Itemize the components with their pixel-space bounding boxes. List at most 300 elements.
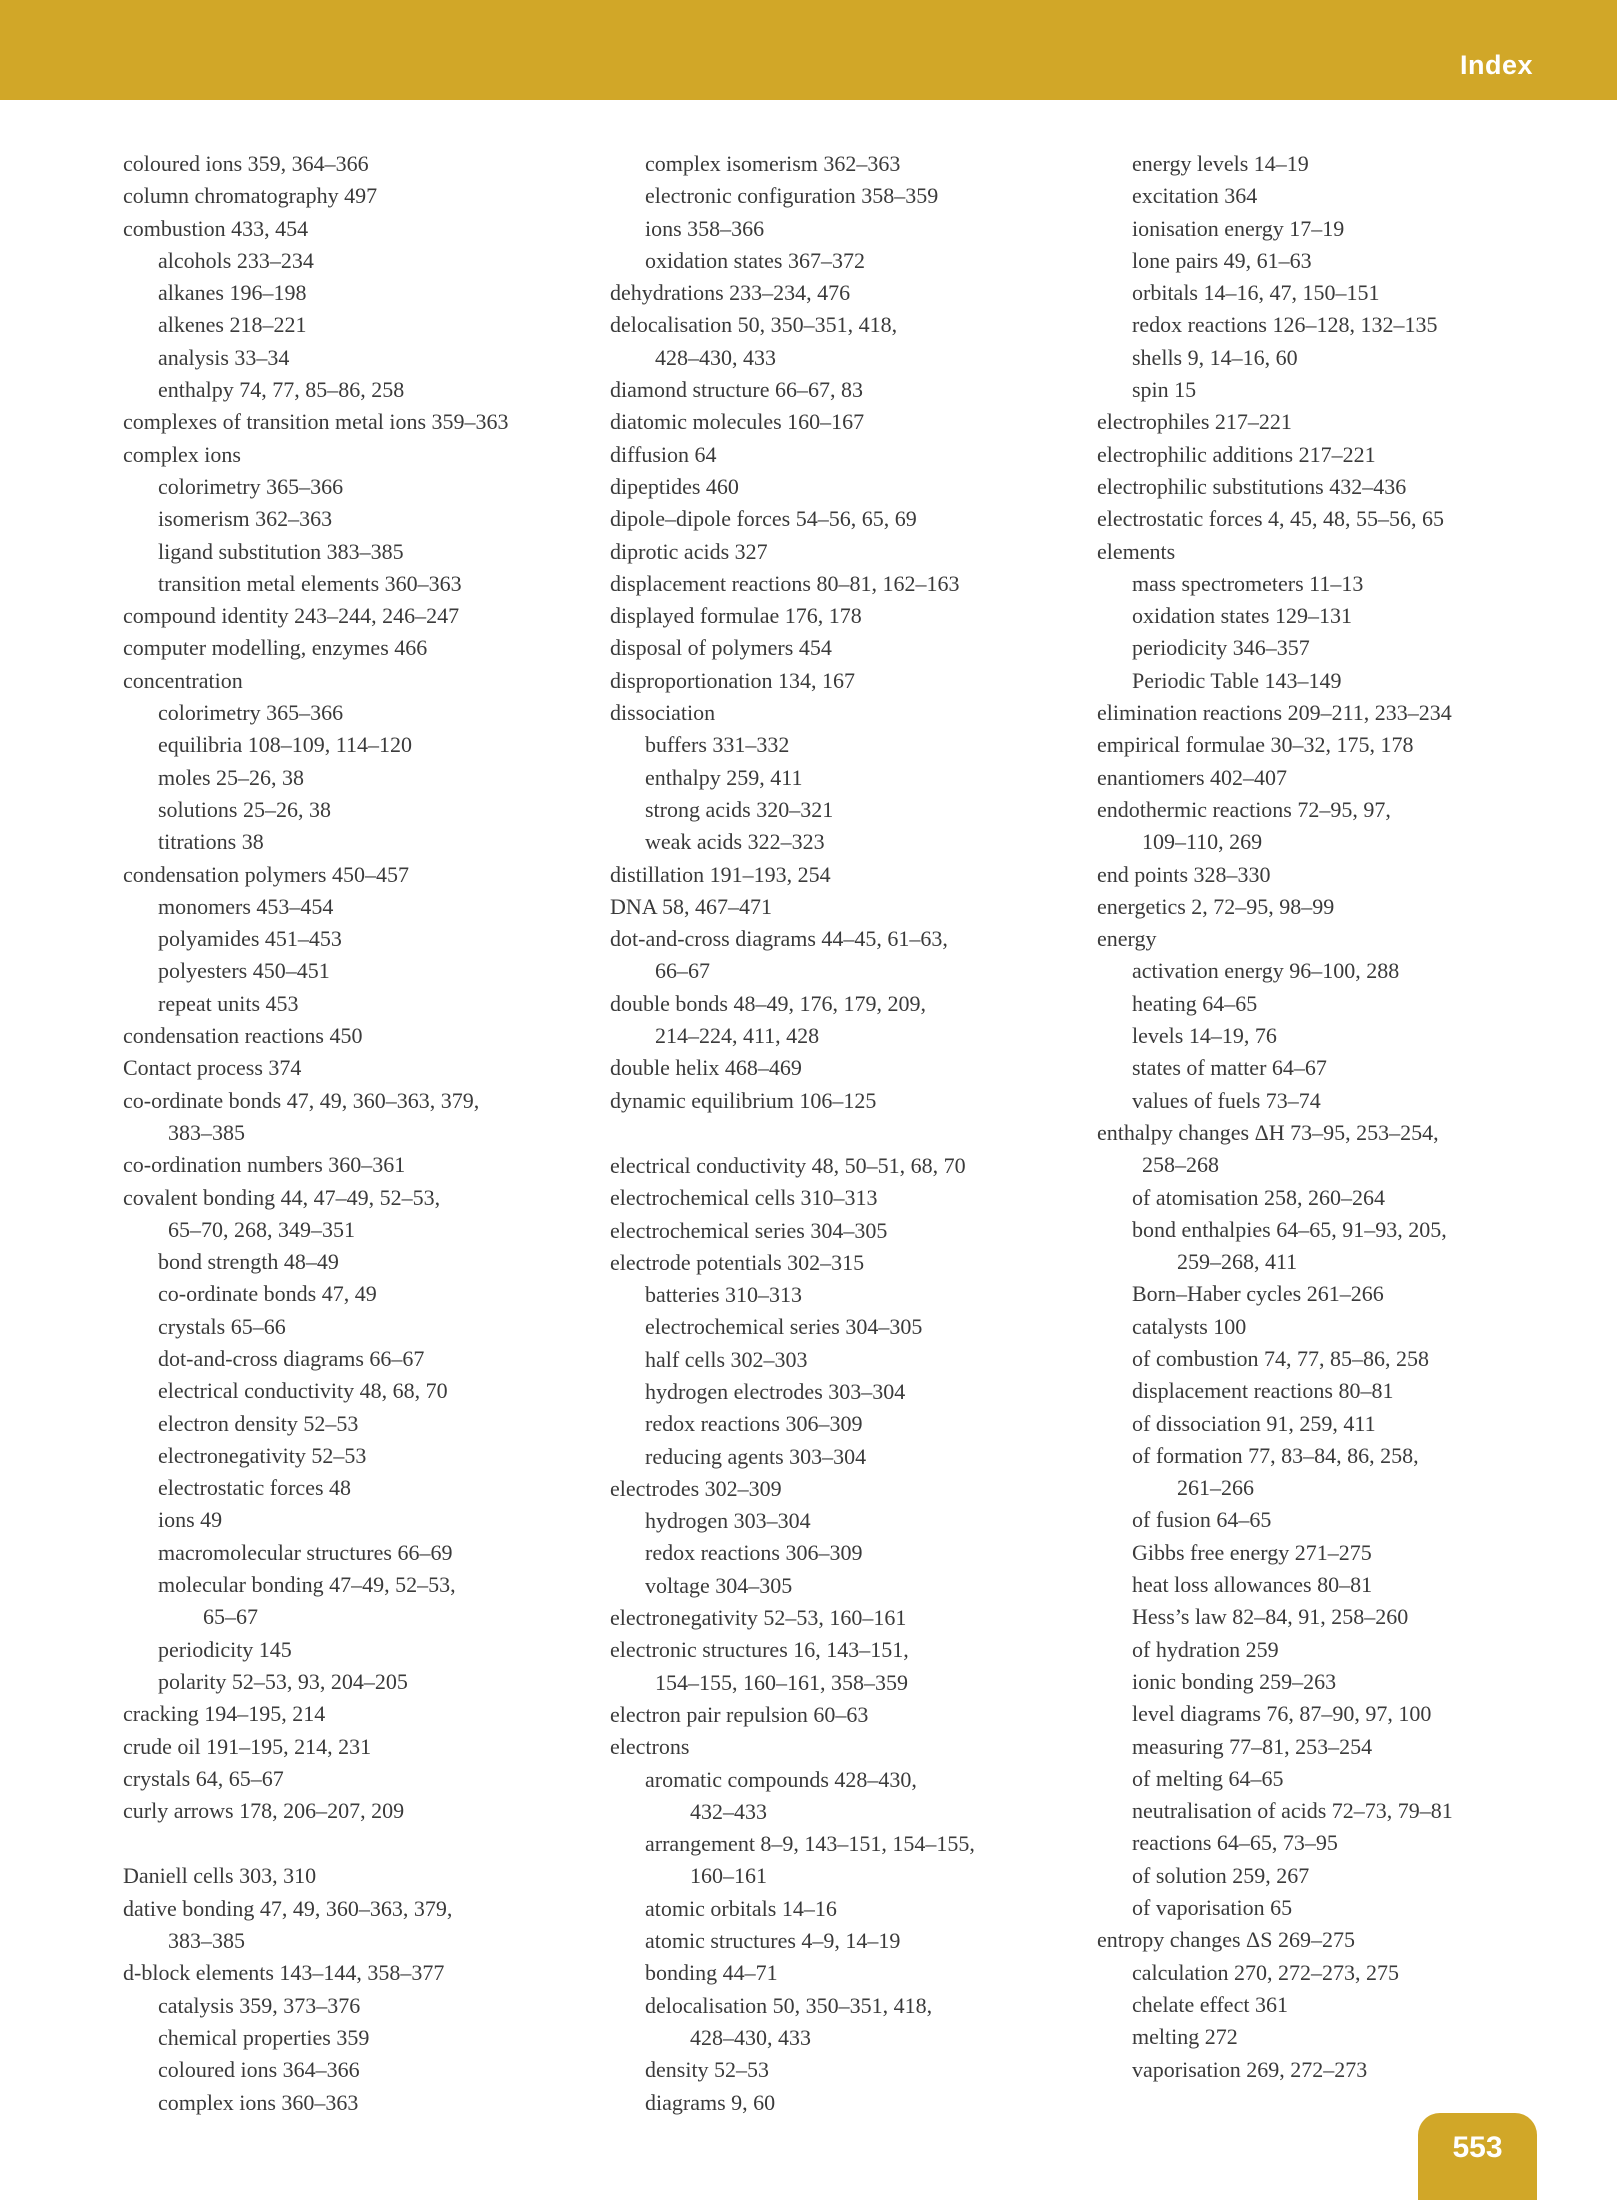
index-entry-text: of vaporisation 65	[1132, 1895, 1293, 1921]
index-entry-text: strong acids 320–321	[645, 796, 834, 822]
index-entry-continuation: 66–67	[655, 958, 710, 984]
index-subentry	[123, 2087, 593, 2119]
index-subentry	[123, 1311, 593, 1343]
index-entry-text: enthalpy changes ΔH 73–95, 253–254,	[1097, 1119, 1439, 1145]
index-subentry	[1097, 1795, 1577, 1827]
index-subentry	[1097, 213, 1577, 245]
index-entry-text: activation energy 96–100, 288	[1132, 958, 1400, 984]
index-subentry	[123, 568, 593, 600]
index-subentry	[1097, 955, 1577, 987]
index-subentry	[123, 245, 593, 277]
index-subentry	[123, 988, 593, 1020]
index-entry-text: dot-and-cross diagrams 44–45, 61–63,	[610, 926, 948, 952]
index-entry-text: mass spectrometers 11–13	[1132, 570, 1364, 596]
index-entry-text: electrodes 302–309	[610, 1475, 782, 1501]
index-entry	[123, 1085, 593, 1150]
index-subentry	[1097, 1731, 1577, 1763]
index-subentry	[123, 762, 593, 794]
index-entry-text: electrochemical series 304–305	[645, 1314, 923, 1340]
index-entry-text: orbitals 14–16, 47, 150–151	[1132, 280, 1380, 306]
index-entry-continuation: 109–110, 269	[1142, 829, 1263, 855]
index-entry-text: oxidation states 129–131	[1132, 603, 1352, 629]
index-entry-text: double bonds 48–49, 176, 179, 209,	[610, 990, 926, 1016]
index-subentry	[1097, 1052, 1577, 1084]
index-entry-text: diatomic molecules 160–167	[610, 409, 865, 435]
index-subentry	[123, 794, 593, 826]
index-entry	[1097, 859, 1577, 891]
index-column-3	[1097, 148, 1577, 2086]
index-subentry	[123, 923, 593, 955]
index-entry-text: endothermic reactions 72–95, 97,	[1097, 796, 1391, 822]
index-entry-text: arrangement 8–9, 143–151, 154–155,	[645, 1831, 975, 1857]
index-entry-text: condensation polymers 450–457	[123, 861, 409, 887]
index-entry-text: electrophilic additions 217–221	[1097, 441, 1376, 467]
index-entry-text: diffusion 64	[610, 441, 717, 467]
index-entry-text: chelate effect 361	[1132, 1991, 1288, 2017]
index-subentry	[610, 148, 1080, 180]
index-subentry	[123, 1343, 593, 1375]
index-entry	[610, 697, 1080, 729]
index-entry	[1097, 471, 1577, 503]
index-entry-text: delocalisation 50, 350–351, 418,	[610, 312, 898, 338]
index-entry-text: oxidation states 367–372	[645, 247, 865, 273]
index-entry-text: DNA 58, 467–471	[610, 893, 772, 919]
index-entry-text: vaporisation 269, 272–273	[1132, 2056, 1368, 2082]
index-subentry	[610, 213, 1080, 245]
index-subentry	[610, 1376, 1080, 1408]
index-entry-text: energy	[1097, 926, 1157, 952]
index-entry	[610, 1182, 1080, 1214]
index-entry-text: Periodic Table 143–149	[1132, 667, 1342, 693]
index-subentry	[610, 2054, 1080, 2086]
index-entry	[123, 1149, 593, 1181]
index-entry-text: redox reactions 126–128, 132–135	[1132, 312, 1438, 338]
index-subentry	[1097, 1989, 1577, 2021]
index-entry-text: atomic orbitals 14–16	[645, 1895, 837, 1921]
index-entry-continuation: 428–430, 433	[655, 344, 776, 370]
index-subentry	[123, 309, 593, 341]
index-entry	[610, 1699, 1080, 1731]
index-subentry	[1097, 632, 1577, 664]
index-entry	[610, 665, 1080, 697]
index-entry-text: combustion 433, 454	[123, 215, 309, 241]
index-entry-text: melting 272	[1132, 2024, 1238, 2050]
index-entry-text: atomic structures 4–9, 14–19	[645, 1928, 901, 1954]
index-subentry	[123, 1504, 593, 1536]
index-entry-text: dissociation	[610, 700, 716, 726]
index-entry-text: end points 328–330	[1097, 861, 1271, 887]
index-entry	[610, 1634, 1080, 1699]
index-subentry	[123, 891, 593, 923]
index-entry-text: complex ions 360–363	[158, 2089, 359, 2115]
index-subentry	[1097, 568, 1577, 600]
index-subentry	[123, 1440, 593, 1472]
index-entry-text: displacement reactions 80–81	[1132, 1378, 1394, 1404]
index-column-2	[610, 148, 1080, 2119]
index-entry-continuation: 383–385	[168, 1928, 245, 1954]
index-subentry	[1097, 1537, 1577, 1569]
index-entry	[123, 1957, 593, 1989]
index-entry-text: level diagrams 76, 87–90, 97, 100	[1132, 1701, 1432, 1727]
index-entry-text: chemical properties 359	[158, 2024, 370, 2050]
index-entry	[1097, 762, 1577, 794]
index-entry-text: electrons	[610, 1734, 690, 1760]
index-entry	[1097, 794, 1577, 859]
index-entry-text: empirical formulae 30–32, 175, 178	[1097, 732, 1414, 758]
index-entry-text: complex ions	[123, 441, 241, 467]
index-entry-text: condensation reactions 450	[123, 1023, 363, 1049]
index-entry-text: of fusion 64–65	[1132, 1507, 1272, 1533]
index-entry-text: crystals 64, 65–67	[123, 1765, 284, 1791]
index-subentry	[1097, 665, 1577, 697]
index-subentry	[123, 1375, 593, 1407]
index-entry-text: polyesters 450–451	[158, 958, 330, 984]
index-entry	[123, 1795, 593, 1827]
index-entry-text: alkanes 196–198	[158, 280, 307, 306]
index-entry-text: electrical conductivity 48, 68, 70	[158, 1378, 448, 1404]
index-entry-text: double helix 468–469	[610, 1055, 802, 1081]
index-entry	[1097, 697, 1577, 729]
index-entry	[610, 536, 1080, 568]
index-entry-text: diamond structure 66–67, 83	[610, 377, 863, 403]
index-subentry	[1097, 988, 1577, 1020]
index-subentry	[610, 245, 1080, 277]
index-subentry	[1097, 1827, 1577, 1859]
index-entry	[123, 1182, 593, 1247]
index-subentry	[1097, 1311, 1577, 1343]
index-entry	[123, 213, 593, 245]
index-entry-text: hydrogen 303–304	[645, 1508, 811, 1534]
index-subentry	[1097, 1182, 1577, 1214]
index-subentry	[610, 1537, 1080, 1569]
index-entry-text: energy levels 14–19	[1132, 151, 1309, 176]
index-entry-text: reactions 64–65, 73–95	[1132, 1830, 1338, 1856]
index-entry-text: diagrams 9, 60	[645, 2089, 776, 2115]
index-subentry	[123, 503, 593, 535]
index-subentry	[1097, 1666, 1577, 1698]
index-entry-text: equilibria 108–109, 114–120	[158, 732, 412, 758]
index-entry-text: of formation 77, 83–84, 86, 258,	[1132, 1442, 1419, 1468]
index-entry	[610, 406, 1080, 438]
index-subentry	[123, 697, 593, 729]
index-entry-continuation: 428–430, 433	[690, 2024, 811, 2050]
index-entry-text: lone pairs 49, 61–63	[1132, 247, 1312, 273]
index-entry-text: coloured ions 359, 364–366	[123, 151, 369, 176]
index-entry-text: transition metal elements 360–363	[158, 570, 462, 596]
index-subentry	[1097, 1504, 1577, 1536]
index-entry-text: moles 25–26, 38	[158, 764, 305, 790]
index-subentry	[1097, 180, 1577, 212]
index-entry-text: electrical conductivity 48, 50–51, 68, 70	[610, 1152, 966, 1178]
index-entry	[610, 503, 1080, 535]
index-entry	[610, 439, 1080, 471]
index-entry-text: Contact process 374	[123, 1055, 302, 1081]
index-entry-text: of combustion 74, 77, 85–86, 258	[1132, 1345, 1429, 1371]
index-subentry	[123, 826, 593, 858]
index-subentry	[123, 1666, 593, 1698]
index-entry-text: periodicity 346–357	[1132, 635, 1310, 661]
index-entry-text: covalent bonding 44, 47–49, 52–53,	[123, 1184, 441, 1210]
index-entry-text: catalysis 359, 373–376	[158, 1992, 361, 2018]
index-subentry	[1097, 374, 1577, 406]
index-entry-text: shells 9, 14–16, 60	[1132, 344, 1298, 370]
index-entry	[1097, 1117, 1577, 1182]
index-entry-text: electrophiles 217–221	[1097, 409, 1292, 435]
index-entry	[123, 859, 593, 891]
index-entry	[610, 1473, 1080, 1505]
index-entry-text: molecular bonding 47–49, 52–53,	[158, 1572, 456, 1598]
index-subentry	[1097, 1214, 1577, 1279]
index-entry-text: alcohols 233–234	[158, 247, 314, 273]
index-entry-text: dynamic equilibrium 106–125	[610, 1087, 877, 1113]
index-subentry	[1097, 1957, 1577, 1989]
index-entry-text: Gibbs free energy 271–275	[1132, 1539, 1372, 1565]
index-entry	[610, 1150, 1080, 1182]
index-entry-continuation: 214–224, 411, 428	[655, 1023, 820, 1049]
index-entry-text: bond strength 48–49	[158, 1249, 339, 1275]
index-entry	[610, 1215, 1080, 1247]
index-entry-text: dipeptides 460	[610, 473, 739, 499]
index-entry-text: half cells 302–303	[645, 1346, 808, 1372]
index-entry	[123, 148, 593, 180]
index-entry-text: electrostatic forces 4, 45, 48, 55–56, 65	[1097, 506, 1445, 532]
index-entry	[123, 1731, 593, 1763]
index-entry-text: spin 15	[1132, 377, 1197, 403]
index-entry-text: co-ordination numbers 360–361	[123, 1152, 406, 1178]
index-subentry	[610, 729, 1080, 761]
index-entry-text: coloured ions 364–366	[158, 2057, 360, 2083]
index-entry-text: redox reactions 306–309	[645, 1540, 863, 1566]
index-entry-continuation: 258–268	[1142, 1152, 1219, 1178]
index-entry-text: crude oil 191–195, 214, 231	[123, 1733, 372, 1759]
index-entry-continuation: 65–70, 268, 349–351	[168, 1216, 355, 1242]
index-subentry	[1097, 148, 1577, 180]
index-entry-continuation: 383–385	[168, 1119, 245, 1145]
index-entry	[1097, 729, 1577, 761]
index-subentry	[610, 794, 1080, 826]
index-entry	[123, 1860, 593, 1892]
index-entry	[610, 1085, 1080, 1117]
index-entry-text: column chromatography 497	[123, 183, 378, 209]
index-entry-text: co-ordinate bonds 47, 49, 360–363, 379,	[123, 1087, 480, 1113]
index-entry-text: heat loss allowances 80–81	[1132, 1572, 1373, 1598]
index-entry-text: of atomisation 258, 260–264	[1132, 1184, 1385, 1210]
index-entry-text: hydrogen electrodes 303–304	[645, 1378, 906, 1404]
index-entry-text: values of fuels 73–74	[1132, 1087, 1321, 1113]
index-entry-continuation: 432–433	[690, 1798, 767, 1824]
index-entry-text: curly arrows 178, 206–207, 209	[123, 1798, 405, 1824]
index-subentry	[123, 342, 593, 374]
index-entry	[610, 1247, 1080, 1279]
index-entry	[123, 665, 593, 697]
index-subentry	[610, 1505, 1080, 1537]
index-entry-text: electrostatic forces 48	[158, 1475, 352, 1501]
index-entry	[610, 277, 1080, 309]
index-subentry	[610, 2087, 1080, 2119]
index-entry	[610, 374, 1080, 406]
index-entry-text: calculation 270, 272–273, 275	[1132, 1959, 1400, 1985]
index-subentry	[1097, 1698, 1577, 1730]
index-entry-text: entropy changes ΔS 269–275	[1097, 1927, 1355, 1953]
index-entry	[1097, 536, 1577, 568]
section-gap	[610, 1117, 1080, 1150]
index-subentry	[1097, 600, 1577, 632]
index-subentry	[1097, 342, 1577, 374]
index-entry-text: isomerism 362–363	[158, 506, 333, 532]
index-entry-continuation: 65–67	[203, 1604, 258, 1630]
index-subentry	[610, 1925, 1080, 1957]
index-entry-text: catalysts 100	[1132, 1313, 1247, 1339]
index-entry	[610, 600, 1080, 632]
index-subentry	[1097, 1375, 1577, 1407]
index-entry	[610, 988, 1080, 1053]
index-subentry	[1097, 2054, 1577, 2086]
index-subentry	[1097, 1343, 1577, 1375]
index-subentry	[610, 1311, 1080, 1343]
index-entry-continuation: 259–268, 411	[1177, 1249, 1298, 1275]
index-subentry	[610, 1828, 1080, 1893]
index-entry	[123, 180, 593, 212]
index-entry-text: enantiomers 402–407	[1097, 764, 1288, 790]
index-subentry	[610, 1990, 1080, 2055]
index-entry-text: voltage 304–305	[645, 1572, 793, 1598]
index-entry-text: d-block elements 143–144, 358–377	[123, 1960, 445, 1986]
index-subentry	[123, 1278, 593, 1310]
index-subentry	[123, 1634, 593, 1666]
index-entry	[123, 1763, 593, 1795]
index-entry	[1097, 891, 1577, 923]
index-entry-text: of hydration 259	[1132, 1636, 1279, 1662]
index-subentry	[123, 1472, 593, 1504]
index-entry-text: complex isomerism 362–363	[645, 151, 901, 176]
index-entry-text: delocalisation 50, 350–351, 418,	[645, 1992, 933, 2018]
index-entry-text: cracking 194–195, 214	[123, 1701, 326, 1727]
index-entry	[1097, 1924, 1577, 1956]
index-entry-text: disposal of polymers 454	[610, 635, 832, 661]
index-entry-text: ions 49	[158, 1507, 223, 1533]
index-entry	[610, 1052, 1080, 1084]
index-entry	[1097, 439, 1577, 471]
index-entry-text: heating 64–65	[1132, 990, 1258, 1016]
index-entry-text: complexes of transition metal ions 359–363	[123, 409, 509, 435]
index-entry-continuation: 154–155, 160–161, 358–359	[655, 1669, 908, 1695]
index-entry-text: states of matter 64–67	[1132, 1055, 1327, 1081]
index-entry	[610, 632, 1080, 664]
index-entry	[610, 1731, 1080, 1763]
index-entry-text: Born–Haber cycles 261–266	[1132, 1281, 1384, 1307]
index-entry-text: electronegativity 52–53, 160–161	[610, 1605, 907, 1631]
section-title: Index	[1459, 50, 1533, 80]
index-subentry	[610, 1441, 1080, 1473]
index-entry	[123, 1052, 593, 1084]
index-subentry	[610, 1957, 1080, 1989]
index-subentry	[1097, 309, 1577, 341]
index-entry	[610, 891, 1080, 923]
index-subentry	[1097, 1634, 1577, 1666]
index-subentry	[610, 1279, 1080, 1311]
index-entry-text: macromolecular structures 66–69	[158, 1539, 453, 1565]
index-subentry	[123, 1246, 593, 1278]
index-entry-text: disproportionation 134, 167	[610, 667, 856, 693]
section-gap	[123, 1827, 593, 1860]
index-entry-text: bonding 44–71	[645, 1960, 778, 1986]
index-entry-text: colorimetry 365–366	[158, 700, 344, 726]
index-entry-text: reducing agents 303–304	[645, 1443, 867, 1469]
index-subentry	[1097, 1085, 1577, 1117]
index-subentry	[1097, 1763, 1577, 1795]
index-entry-text: analysis 33–34	[158, 344, 290, 370]
index-entry	[610, 309, 1080, 374]
index-entry-text: redox reactions 306–309	[645, 1411, 863, 1437]
index-entry-text: enthalpy 74, 77, 85–86, 258	[158, 377, 405, 403]
index-entry-text: monomers 453–454	[158, 893, 334, 919]
index-entry-text: crystals 65–66	[158, 1313, 286, 1339]
index-entry-text: electrochemical series 304–305	[610, 1217, 888, 1243]
index-subentry	[1097, 1278, 1577, 1310]
index-entry-text: aromatic compounds 428–430,	[645, 1766, 917, 1792]
index-entry-text: polyamides 451–453	[158, 926, 342, 952]
index-entry-text: electron pair repulsion 60–63	[610, 1701, 869, 1727]
page-number: 553	[1452, 2131, 1503, 2164]
index-entry	[610, 471, 1080, 503]
index-entry-text: electrode potentials 302–315	[610, 1249, 865, 1275]
index-entry-text: of melting 64–65	[1132, 1765, 1284, 1791]
index-entry	[610, 1602, 1080, 1634]
index-entry-text: dative bonding 47, 49, 360–363, 379,	[123, 1895, 453, 1921]
index-entry-text: weak acids 322–323	[645, 829, 825, 855]
index-entry-text: of solution 259, 267	[1132, 1862, 1310, 1888]
index-subentry	[1097, 245, 1577, 277]
index-entry-text: dehydrations 233–234, 476	[610, 280, 851, 306]
index-entry-text: Daniell cells 303, 310	[123, 1863, 317, 1889]
index-entry-text: electrophilic substitutions 432–436	[1097, 473, 1407, 499]
index-entry-text: computer modelling, enzymes 466	[123, 635, 428, 661]
index-entry-continuation: 261–266	[1177, 1475, 1254, 1501]
index-entry-text: compound identity 243–244, 246–247	[123, 603, 460, 629]
index-entry	[123, 1893, 593, 1958]
index-entry-text: electronegativity 52–53	[158, 1442, 367, 1468]
index-entry	[1097, 923, 1577, 955]
index-entry-text: energetics 2, 72–95, 98–99	[1097, 893, 1335, 919]
index-entry-text: repeat units 453	[158, 990, 299, 1016]
index-entry-text: electron density 52–53	[158, 1410, 359, 1436]
index-subentry	[123, 1537, 593, 1569]
index-entry-text: Hess’s law 82–84, 91, 258–260	[1132, 1604, 1409, 1630]
index-entry-text: neutralisation of acids 72–73, 79–81	[1132, 1798, 1453, 1824]
index-entry-text: elimination reactions 209–211, 233–234	[1097, 700, 1452, 726]
index-entry-text: co-ordinate bonds 47, 49	[158, 1281, 377, 1307]
index-subentry	[123, 1569, 593, 1634]
index-subentry	[1097, 2021, 1577, 2053]
index-subentry	[123, 955, 593, 987]
index-subentry	[610, 1893, 1080, 1925]
index-entry	[1097, 406, 1577, 438]
index-subentry	[1097, 1892, 1577, 1924]
index-subentry	[123, 277, 593, 309]
index-entry-text: batteries 310–313	[645, 1282, 803, 1308]
index-entry-text: polarity 52–53, 93, 204–205	[158, 1668, 408, 1694]
index-entry-text: ligand substitution 383–385	[158, 538, 404, 564]
index-entry-text: bond enthalpies 64–65, 91–93, 205,	[1132, 1216, 1447, 1242]
index-subentry	[1097, 1440, 1577, 1505]
index-entry	[123, 600, 593, 632]
index-entry-text: of dissociation 91, 259, 411	[1132, 1410, 1376, 1436]
index-subentry	[1097, 1860, 1577, 1892]
index-subentry	[1097, 1408, 1577, 1440]
index-entry-text: ions 358–366	[645, 215, 765, 241]
index-entry-text: displayed formulae 176, 178	[610, 603, 862, 629]
index-subentry	[610, 1344, 1080, 1376]
